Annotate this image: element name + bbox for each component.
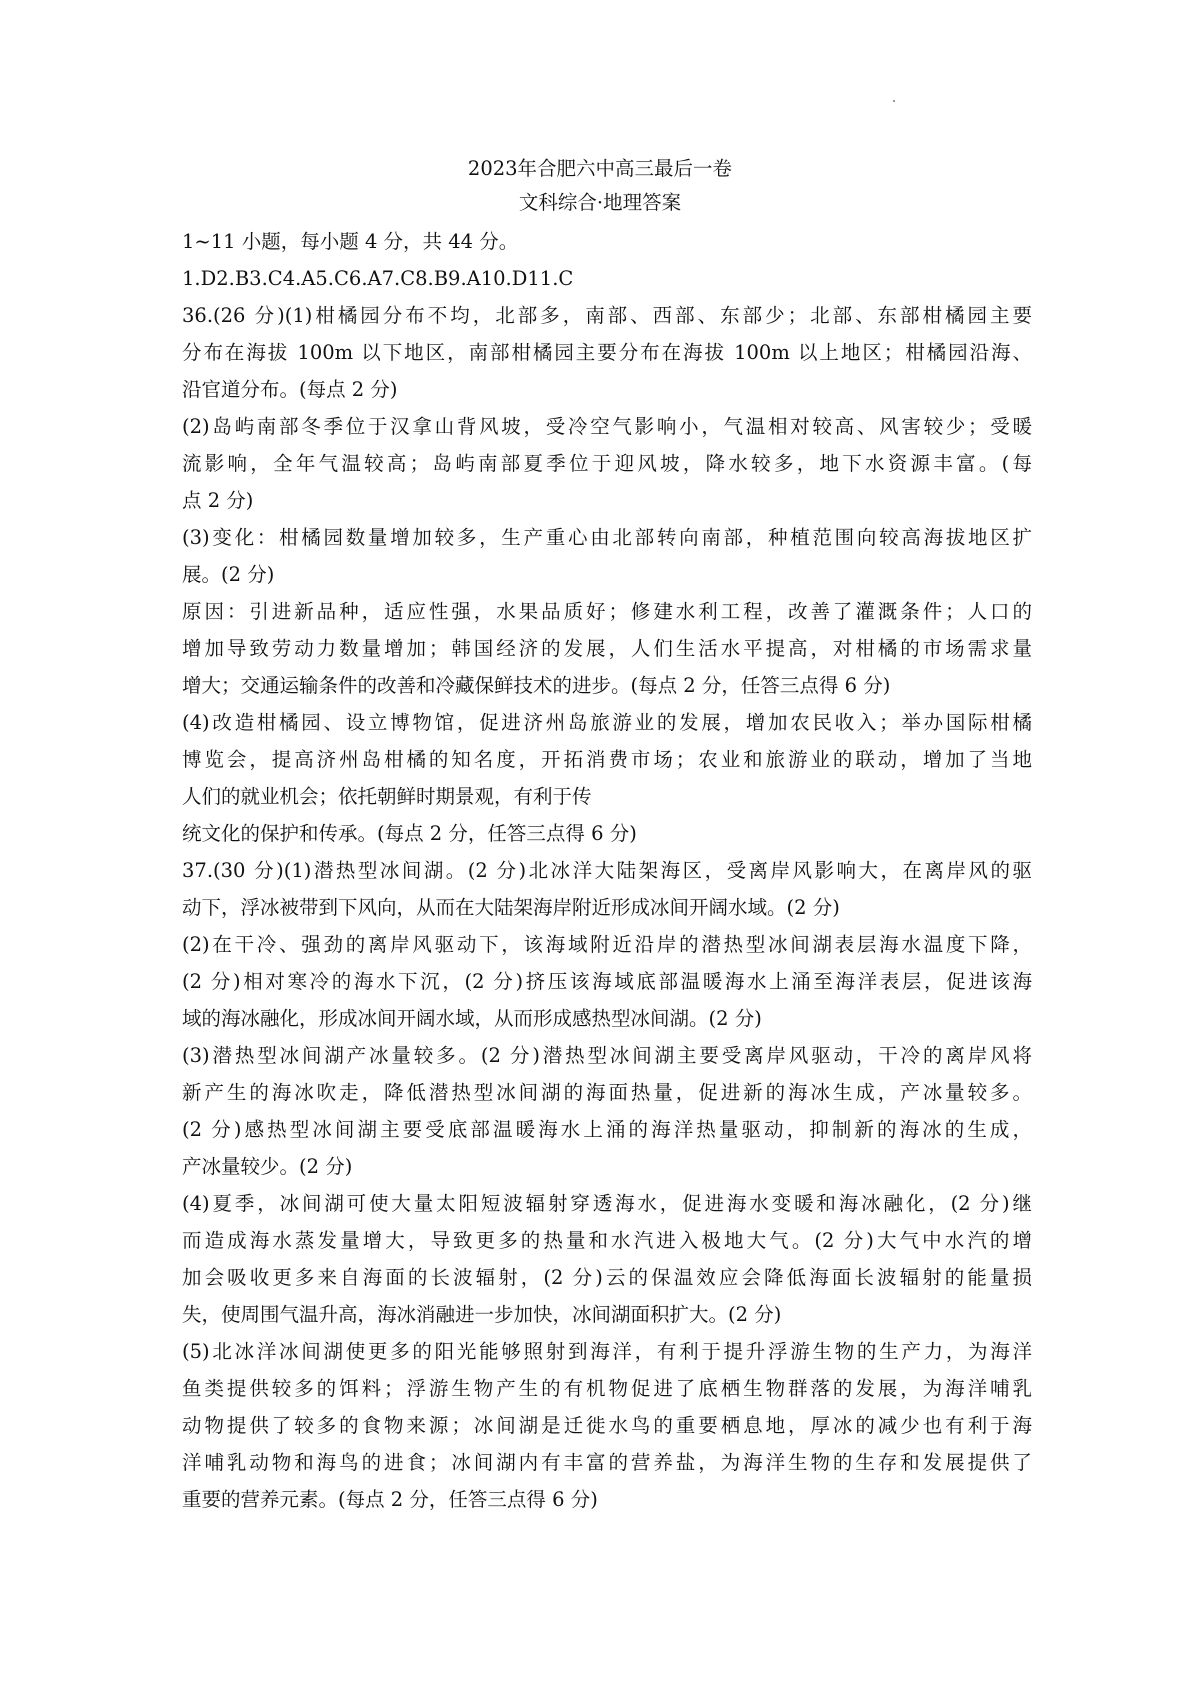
answer-line: (2 分)相对寒冷的海水下沉，(2 分)挤压该海域底部温暖海水上涌至海洋表层，促进该海 <box>182 970 1032 993</box>
answer-line: 重要的营养元素。(每点 2 分，任答三点得 6 分) <box>182 1488 598 1511</box>
answer-line: (4)夏季，冰间湖可使大量太阳短波辐射穿透海水，促进海水变暖和海冰融化，(2 分)继 <box>182 1192 1032 1215</box>
answer-line: 而造成海水蒸发量增大，导致更多的热量和水汽进入极地大气。(2 分)大气中水汽的增 <box>182 1229 1032 1252</box>
answer-line: 洋哺乳动物和海鸟的进食；冰间湖内有丰富的营养盐，为海洋生物的生存和发展提供了 <box>182 1451 1032 1474</box>
answer-line: 动物提供了较多的食物来源；冰间湖是迁徙水鸟的重要栖息地，厚冰的减少也有利于海 <box>182 1414 1032 1437</box>
answer-line: 博览会，提高济州岛柑橘的知名度，开拓消费市场；农业和旅游业的联动，增加了当地 <box>182 748 1032 771</box>
answer-line: 1~11 小题，每小题 4 分，共 44 分。 <box>182 230 519 253</box>
answer-line: 37.(30 分)(1)潜热型冰间湖。(2 分)北冰洋大陆架海区，受离岸风影响大，在离岸风的驱 <box>182 859 1032 882</box>
answer-line: 展。(2 分) <box>182 563 275 586</box>
answer-line: 统文化的保护和传承。(每点 2 分，任答三点得 6 分) <box>182 822 637 845</box>
answer-line: 增加导致劳动力数量增加；韩国经济的发展，人们生活水平提高，对柑橘的市场需求量 <box>182 637 1032 660</box>
answer-line: (4)改造柑橘园、设立博物馆，促进济州岛旅游业的发展，增加农民收入；举办国际柑橘 <box>182 711 1032 734</box>
answer-line: 沿官道分布。(每点 2 分) <box>182 378 398 401</box>
answer-line: (3)潜热型冰间湖产冰量较多。(2 分)潜热型冰间湖主要受离岸风驱动，干冷的离岸风将 <box>182 1044 1032 1067</box>
speck-mark <box>893 100 895 102</box>
answer-line: (2)在干冷、强劲的离岸风驱动下，该海域附近沿岸的潜热型冰间湖表层海水温度下降， <box>182 933 1032 956</box>
answer-line: 人们的就业机会；依托朝鲜时期景观，有利于传 <box>182 785 592 808</box>
answer-line: 新产生的海冰吹走，降低潜热型冰间湖的海面热量，促进新的海冰生成，产冰量较多。 <box>182 1081 1032 1104</box>
answer-body <box>182 223 1032 1518</box>
answer-line: 点 2 分) <box>182 489 254 512</box>
answer-line: 加会吸收更多来自海面的长波辐射，(2 分)云的保温效应会降低海面长波辐射的能量损 <box>182 1266 1032 1289</box>
answer-line: 分布在海拔 100m 以下地区，南部柑橘园主要分布在海拔 100m 以上地区；柑橘园沿海、 <box>182 341 1032 364</box>
answer-line: 36.(26 分)(1)柑橘园分布不均，北部多，南部、西部、东部少；北部、东部柑橘园主要 <box>182 304 1032 327</box>
answer-line: (2)岛屿南部冬季位于汉拿山背风坡，受冷空气影响小，气温相对较高、风害较少；受暖 <box>182 415 1032 438</box>
answer-line: 增大；交通运输条件的改善和冷藏保鲜技术的进步。(每点 2 分，任答三点得 6 分) <box>182 674 891 697</box>
answer-line: (5)北冰洋冰间湖使更多的阳光能够照射到海洋，有利于提升浮游生物的生产力，为海洋 <box>182 1340 1032 1363</box>
answer-line: 流影响，全年气温较高；岛屿南部夏季位于迎风坡，降水较多，地下水资源丰富。(每 <box>182 452 1032 475</box>
answer-line: 产冰量较少。(2 分) <box>182 1155 353 1178</box>
answer-line: 1.D2.B3.C4.A5.C6.A7.C8.B9.A10.D11.C <box>182 267 574 290</box>
answer-line: 失，使周围气温升高，海冰消融进一步加快，冰间湖面积扩大。(2 分) <box>182 1303 782 1326</box>
answer-line: 鱼类提供较多的饵料；浮游生物产生的有机物促进了底栖生物群落的发展，为海洋哺乳 <box>182 1377 1032 1400</box>
answer-line: (3)变化：柑橘园数量增加较多，生产重心由北部转向南部，种植范围向较高海拔地区扩 <box>182 526 1032 549</box>
answer-line: (2 分)感热型冰间湖主要受底部温暖海水上涌的海洋热量驱动，抑制新的海冰的生成， <box>182 1118 1032 1141</box>
answer-line: 动下，浮冰被带到下风向，从而在大陆架海岸附近形成冰间开阔水域。(2 分) <box>182 896 840 919</box>
answer-line: 原因：引进新品种，适应性强，水果品质好；修建水利工程，改善了灌溉条件；人口的 <box>182 600 1032 623</box>
document-subtitle: 文科综合·地理答案 <box>518 191 682 214</box>
document-title: 2023年合肥六中高三最后一卷 <box>467 157 733 180</box>
answer-line: 域的海冰融化，形成冰间开阔水域，从而形成感热型冰间湖。(2 分) <box>182 1007 762 1030</box>
